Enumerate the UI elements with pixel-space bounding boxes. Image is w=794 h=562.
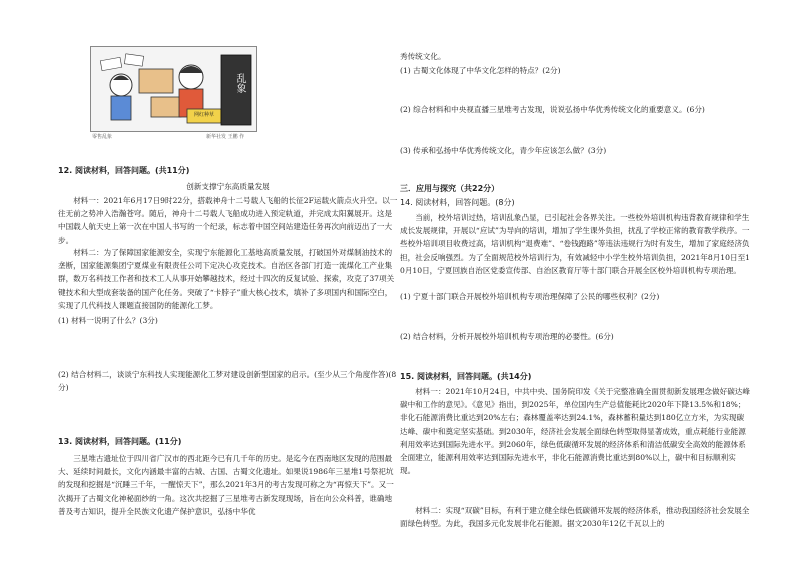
cartoon-caption-right: 新华社发 王鹏 作 [206,134,245,140]
q15-material-1: 材料一：2021年10月24日，中共中央、国务院印发《关于完整准确全面贯彻新发展理念做好碳达峰碳中和工作的意见》。《意见》指出，到2025年，单位国内生产总值能耗比2020年下降13.5%和18%；非化石能源消费比重达到20%左右；森林覆盖率达到24.1%，森林蓄积量达到180亿立方米，为实现碳达峰、碳中和奠定坚实基础。到2030年，经济社会发展全面绿色转型取得显著成效，重点耗能行业能源利用效率达到国际先进水平。到2060年，绿色低碳循环发展的经济体系和清洁低碳安全高效的能源体系全面建立，能源利用效率达到国际先进水平，非化石能源消费比重达到80%以上，碳中和目标顺利实现。 [400,387,750,476]
q14-heading: 14. 阅读材料，回答问题。(8分) [400,198,515,207]
q13-body-continued: 秀传统文化。 [400,52,446,61]
cartoon-sign-chaos: 乱象 [234,73,245,93]
q15-material-2: 材料二：实现“双碳”目标，有利于建立健全绿色低碳循环发展的经济体系，推动我国经济社会发展全面绿色转型。为此，我国多元化发展非化石能源。据文2030年12亿千瓦以上的 [400,506,750,529]
q13-question-1: (1) 古蜀文化体现了中华文化怎样的特点？(2分) [400,66,561,75]
q14-question-2: (2) 结合材料，分析开展校外培训机构专项治理的必要性。(6分) [400,332,614,341]
q12-question-2: (2) 结合材料二，谈谈宁东科技人实现能源化工梦对建设创新型国家的启示。(至少从三个角度作答)(8分) [58,370,397,393]
q14-body: 当前，校外培训过热，培训乱象凸显，已引起社会各界关注。一些校外培训机构违背教育规律和学生成长发展规律，开展以“应试”为导向的培训，增加了学生课外负担，扰乱了学校正常的教育教学秩序。一些校外培训项目收费过高，培训机构“退费难”、“卷钱跑路”等违法违规行为时有发生，增加了家庭经济负担，社会反响强烈。为了全面规范校外培训行为，有效减轻中小学生校外培训负担，2021年8月10日至10月10日，宁夏回族自治区党委宣传部、自治区教育厅等十部门联合开展全区校外培训机构专项治理。 [400,213,750,275]
q13-heading: 13. 阅读材料，回答问题。(11分) [58,437,182,446]
cartoon-caption-left: 零售乱象 [92,134,113,140]
cartoon-sign-box: 网红种草 [193,112,214,118]
q12-title: 创新支撑宁东高质量发展 [186,182,270,191]
q12-material-1: 材料一：2021年6月17日9时22分，搭载神舟十二号载人飞船的长征2F运载火箭点火升空。以一往无前之势冲入浩瀚苍穹。随后，神舟十二号载人飞船成功进入预定轨道，并完成太阳翼展开。这是中国载人航天史上第一次在中国人书写的一个纪录，标志着中国空间站建造任务再次向前迈出了一大步。 [58,196,398,245]
section-3-heading: 三．应用与探究（共22分） [400,184,500,193]
q12-heading: 12. 阅读材料，回答问题。(共11分) [58,166,190,175]
q12-question-1: (1) 材料一说明了什么？(3分) [58,316,158,325]
q12-material-2: 材料二：为了保障国家能源安全，实现宁东能源化工基地高质量发展，打破国外对煤制油技术的垄断，国家能源集团宁夏煤业有限责任公司下定决心攻克技术。自治区各部门打造一流煤化工产业集群，数万名科技工作者和技术工人从事开始攀越技术，经过十四次的反复试验、探索，攻克了37项关键技术和大型成套装备的国产化任务。突破了“卡脖子”重大核心技术，填补了多项国内和国际空白，实现了几代科技人课题直接国防的能源化工梦。 [58,248,395,310]
q13-body: 三星堆古遗址位于四川省广汉市的西北距今已有几千年的历史。是迄今在西南地区发现的范围最大、延续时间最长，文化内涵最丰富的古城、古国、古蜀文化遗址。如果说1986年三星堆1号祭祀坑的发现和挖掘是“沉睡三千年，一醒惊天下”，那么2021年3月的考古发现可称之为“再惊天下”。又一次揭开了古蜀文化神秘面纱的一角。这次共挖掘了三星堆考古新发现现场，旨在向公众科普，谁确地普及考古知识，提升全民族文化遗产保护意识，弘扬中华优 [58,454,394,516]
q14-question-1: (1) 宁夏十部门联合开展校外培训机构专项治理保障了公民的哪些权利？(2分) [400,292,660,301]
cartoon-image [90,46,257,132]
q13-question-3: (3) 传承和弘扬中华优秀传统文化，青少年应该怎么做？(3分) [400,146,607,155]
q15-heading: 15. 阅读材料，回答问题。(共14分) [400,372,532,381]
q13-question-2: (2) 综合材料和中央视直播三星堆考古发现，说说弘扬中华优秀传统文化的重要意义。(6分) [400,105,705,114]
